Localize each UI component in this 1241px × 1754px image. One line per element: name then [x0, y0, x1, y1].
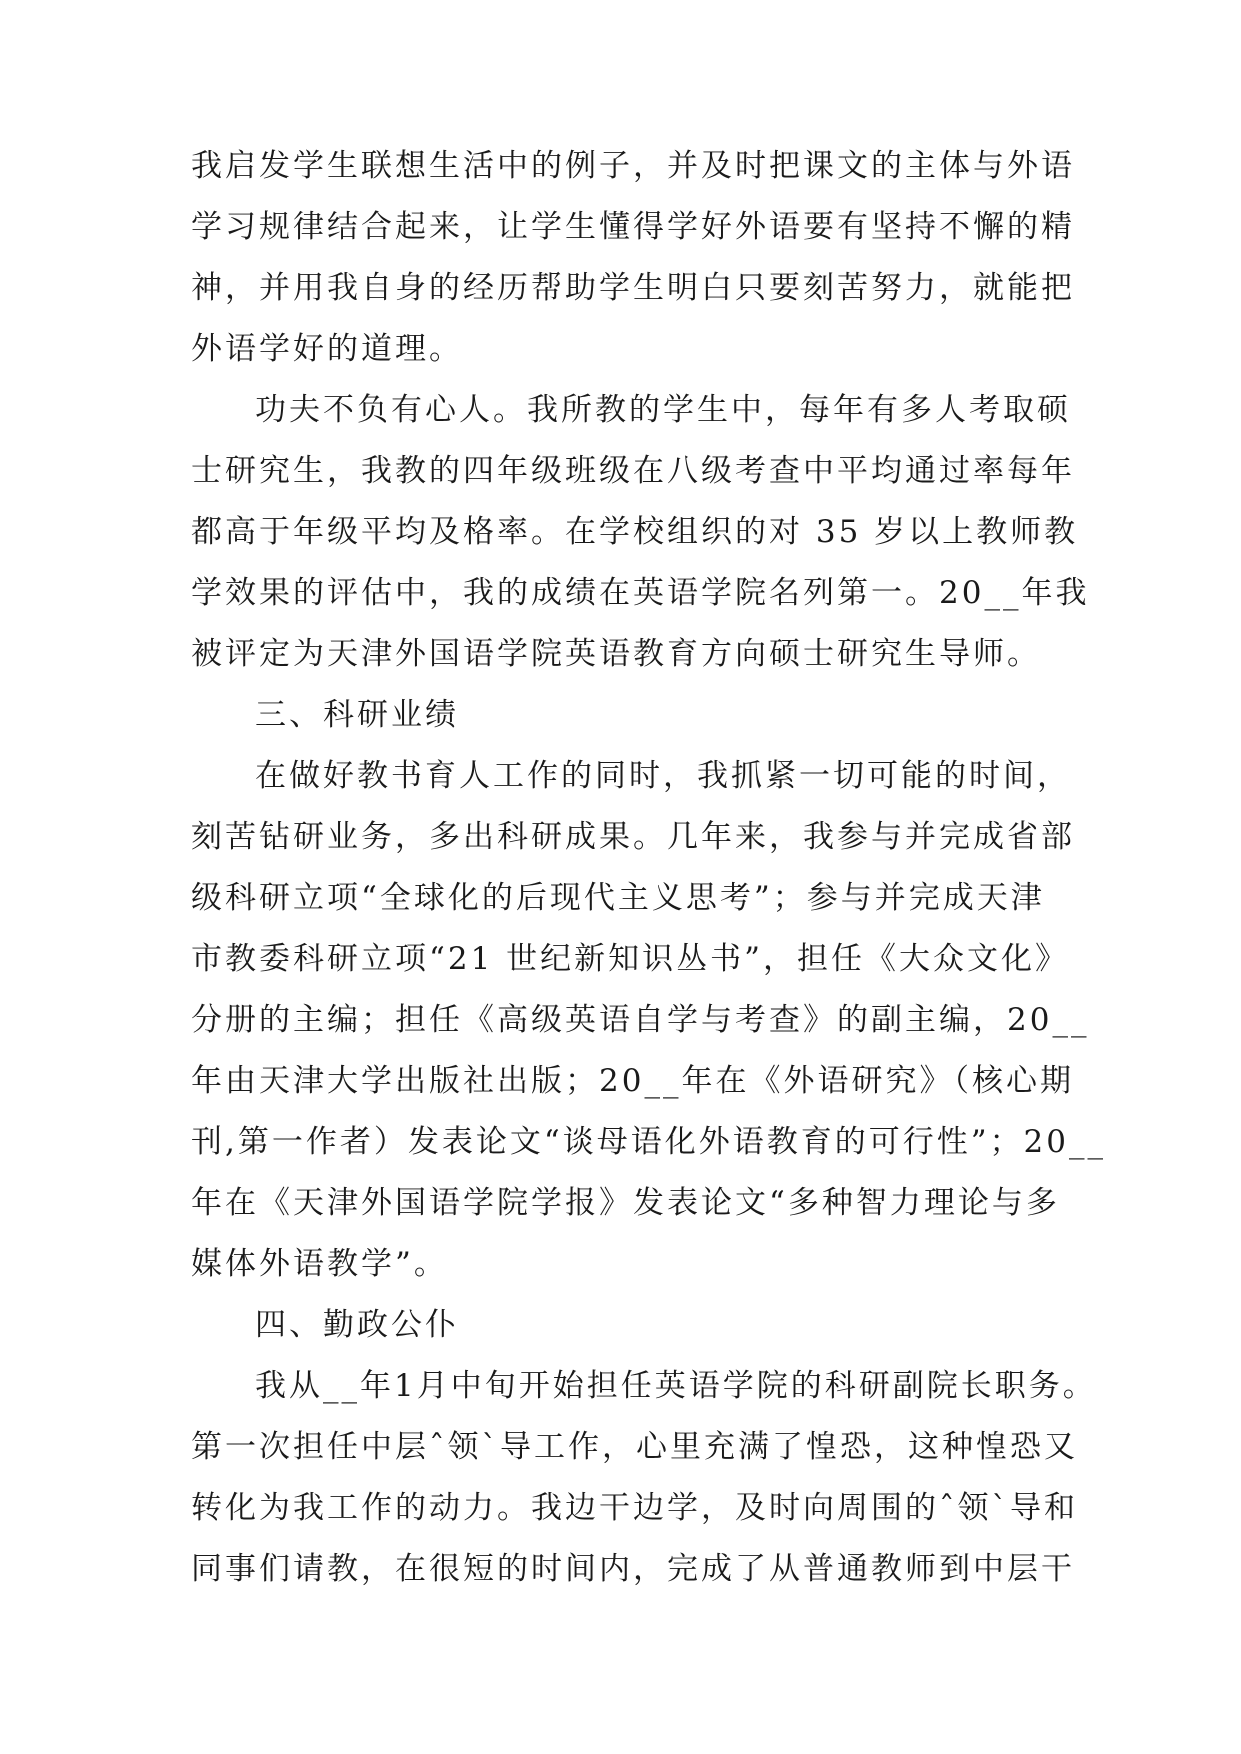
- text-line: 外语学好的道理。: [191, 331, 463, 367]
- text-line: 被评定为天津外国语学院英语教育方向硕士研究生导师。: [191, 636, 1041, 672]
- section-heading: 三、科研业绩: [255, 697, 459, 733]
- text-line: 市教委科研立项“21 世纪新知识丛书”，担任《大众文化》: [191, 941, 1069, 977]
- paragraph-start-line: 我从__年1月中旬开始担任英语学院的科研副院长职务。: [255, 1368, 1097, 1404]
- text-line: 第一次担任中层ˆ领ˋ导工作，心里充满了惶恐，这种惶恐又: [191, 1429, 1078, 1465]
- section-heading: 四、勤政公仆: [255, 1307, 459, 1343]
- text-line: 我启发学生联想生活中的例子，并及时把课文的主体与外语: [191, 148, 1075, 184]
- paragraph-start-line: 功夫不负有心人。我所教的学生中，每年有多人考取硕: [255, 392, 1071, 428]
- paragraph-start-line: 在做好教书育人工作的同时，我抓紧一切可能的时间，: [255, 758, 1071, 794]
- text-line: 学习规律结合起来，让学生懂得学好外语要有坚持不懈的精: [191, 209, 1075, 245]
- text-line: 刊,第一作者）发表论文“谈母语化外语教育的可行性”；20__: [191, 1124, 1106, 1160]
- text-line: 年在《天津外国语学院学报》发表论文“多种智力理论与多: [191, 1185, 1060, 1221]
- text-line: 转化为我工作的动力。我边干边学，及时向周围的ˆ领ˋ导和: [191, 1490, 1078, 1526]
- text-line: 士研究生，我教的四年级班级在八级考查中平均通过率每年: [191, 453, 1075, 489]
- text-line: 神，并用我自身的经历帮助学生明白只要刻苦努力，就能把: [191, 270, 1075, 306]
- text-line: 媒体外语教学”。: [191, 1246, 448, 1282]
- text-line: 学效果的评估中，我的成绩在英语学院名列第一。20__年我: [191, 575, 1090, 611]
- text-line: 同事们请教，在很短的时间内，完成了从普通教师到中层干: [191, 1551, 1075, 1587]
- text-line: 年由天津大学出版社出版；20__年在《外语研究》（核心期: [191, 1063, 1074, 1099]
- text-line: 都高于年级平均及格率。在学校组织的对 35 岁以上教师教: [191, 514, 1079, 550]
- text-line: 刻苦钻研业务，多出科研成果。几年来，我参与并完成省部: [191, 819, 1075, 855]
- text-line: 级科研立项“全球化的后现代主义思考”；参与并完成天津: [191, 880, 1045, 916]
- text-line: 分册的主编；担任《高级英语自学与考查》的副主编，20__: [191, 1002, 1090, 1038]
